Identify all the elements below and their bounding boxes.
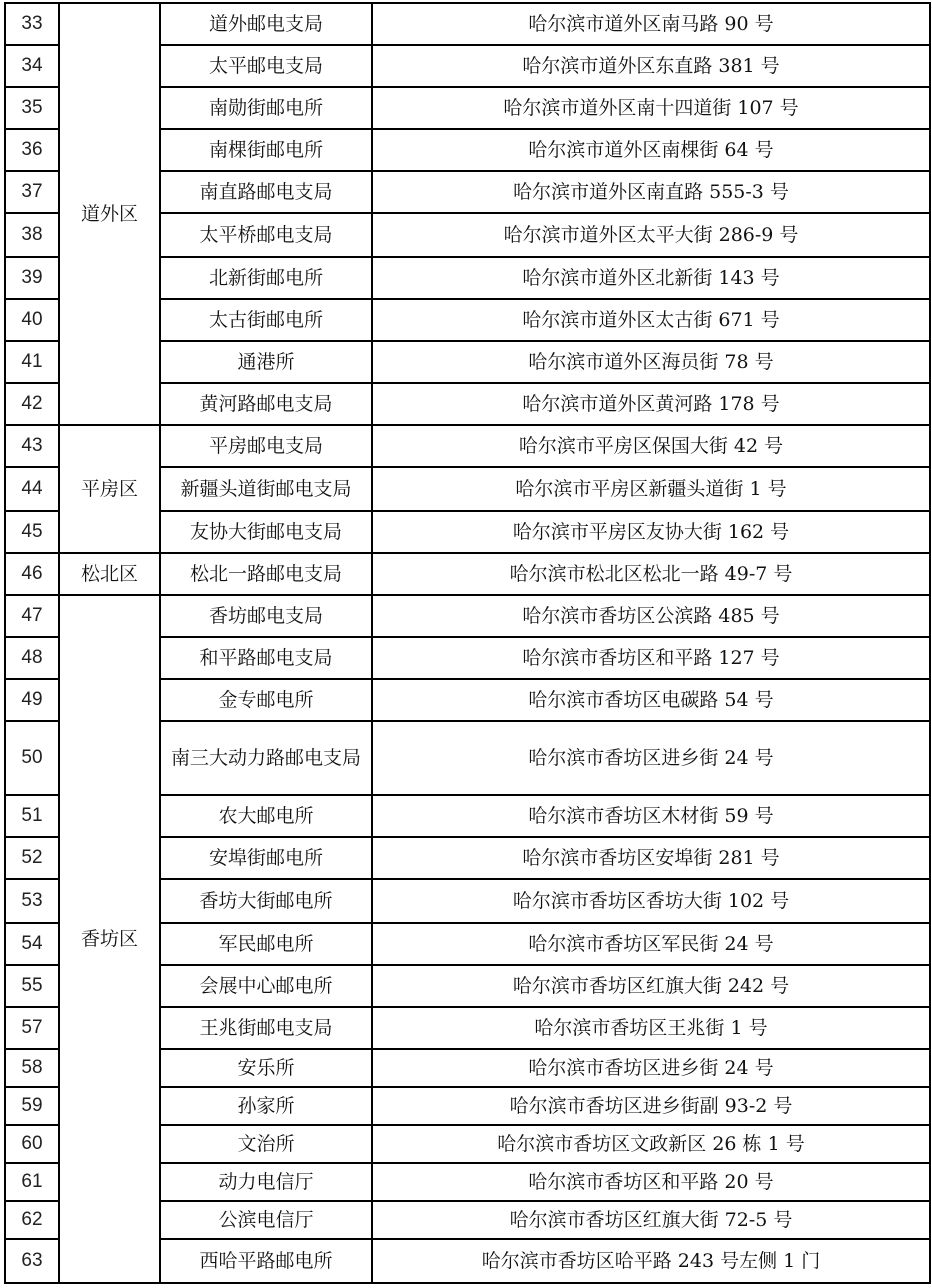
office-address: 哈尔滨市道外区北新街 143 号 bbox=[372, 257, 930, 299]
office-address: 哈尔滨市道外区太平大街 286-9 号 bbox=[372, 213, 930, 257]
row-number: 62 bbox=[5, 1201, 59, 1239]
office-name: 南棵街邮电所 bbox=[160, 129, 372, 171]
row-number: 45 bbox=[5, 511, 59, 553]
office-address: 哈尔滨市香坊区和平路 127 号 bbox=[372, 637, 930, 679]
row-number: 60 bbox=[5, 1125, 59, 1163]
district-cell: 松北区 bbox=[59, 553, 160, 595]
row-number: 38 bbox=[5, 213, 59, 257]
row-number: 39 bbox=[5, 257, 59, 299]
post-office-table bbox=[4, 2, 931, 1284]
office-address: 哈尔滨市松北区松北一路 49-7 号 bbox=[372, 553, 930, 595]
office-address: 哈尔滨市香坊区王兆街 1 号 bbox=[372, 1007, 930, 1049]
office-name: 动力电信厅 bbox=[160, 1163, 372, 1201]
district-cell: 道外区 bbox=[59, 3, 160, 425]
office-address: 哈尔滨市道外区太古街 671 号 bbox=[372, 299, 930, 341]
office-name: 平房邮电支局 bbox=[160, 425, 372, 467]
office-address: 哈尔滨市香坊区哈平路 243 号左侧 1 门 bbox=[372, 1239, 930, 1283]
row-number: 47 bbox=[5, 595, 59, 637]
row-number: 59 bbox=[5, 1087, 59, 1125]
office-address: 哈尔滨市香坊区安埠街 281 号 bbox=[372, 837, 930, 879]
row-number: 57 bbox=[5, 1007, 59, 1049]
office-address: 哈尔滨市道外区海员街 78 号 bbox=[372, 341, 930, 383]
table-row bbox=[5, 595, 930, 637]
office-address: 哈尔滨市香坊区木材街 59 号 bbox=[372, 795, 930, 837]
office-name: 文治所 bbox=[160, 1125, 372, 1163]
row-number: 43 bbox=[5, 425, 59, 467]
office-name: 南直路邮电支局 bbox=[160, 171, 372, 213]
office-name: 香坊邮电支局 bbox=[160, 595, 372, 637]
office-address: 哈尔滨市香坊区进乡街副 93-2 号 bbox=[372, 1087, 930, 1125]
row-number: 37 bbox=[5, 171, 59, 213]
office-name: 道外邮电支局 bbox=[160, 3, 372, 45]
office-address: 哈尔滨市道外区南棵街 64 号 bbox=[372, 129, 930, 171]
table-row bbox=[5, 553, 930, 595]
row-number: 41 bbox=[5, 341, 59, 383]
office-name: 军民邮电所 bbox=[160, 923, 372, 965]
office-address: 哈尔滨市香坊区香坊大街 102 号 bbox=[372, 879, 930, 923]
row-number: 53 bbox=[5, 879, 59, 923]
table-row bbox=[5, 3, 930, 45]
office-address: 哈尔滨市香坊区公滨路 485 号 bbox=[372, 595, 930, 637]
row-number: 48 bbox=[5, 637, 59, 679]
row-number: 42 bbox=[5, 383, 59, 425]
office-name: 公滨电信厅 bbox=[160, 1201, 372, 1239]
table-body bbox=[5, 3, 930, 1283]
office-name: 太平邮电支局 bbox=[160, 45, 372, 87]
row-number: 35 bbox=[5, 87, 59, 129]
office-name: 太平桥邮电支局 bbox=[160, 213, 372, 257]
office-name: 安乐所 bbox=[160, 1049, 372, 1087]
office-name: 西哈平路邮电所 bbox=[160, 1239, 372, 1283]
office-address: 哈尔滨市道外区东直路 381 号 bbox=[372, 45, 930, 87]
row-number: 58 bbox=[5, 1049, 59, 1087]
office-address: 哈尔滨市道外区南直路 555-3 号 bbox=[372, 171, 930, 213]
office-address: 哈尔滨市道外区黄河路 178 号 bbox=[372, 383, 930, 425]
office-address: 哈尔滨市平房区新疆头道街 1 号 bbox=[372, 467, 930, 511]
office-address: 哈尔滨市香坊区进乡街 24 号 bbox=[372, 1049, 930, 1087]
row-number: 61 bbox=[5, 1163, 59, 1201]
office-name: 松北一路邮电支局 bbox=[160, 553, 372, 595]
office-name: 北新街邮电所 bbox=[160, 257, 372, 299]
table-row bbox=[5, 425, 930, 467]
row-number: 34 bbox=[5, 45, 59, 87]
office-address: 哈尔滨市香坊区文政新区 26 栋 1 号 bbox=[372, 1125, 930, 1163]
row-number: 55 bbox=[5, 965, 59, 1007]
row-number: 46 bbox=[5, 553, 59, 595]
district-cell: 香坊区 bbox=[59, 595, 160, 1283]
office-name: 会展中心邮电所 bbox=[160, 965, 372, 1007]
row-number: 44 bbox=[5, 467, 59, 511]
office-address: 哈尔滨市香坊区红旗大街 72-5 号 bbox=[372, 1201, 930, 1239]
office-name: 南三大动力路邮电支局 bbox=[160, 721, 372, 795]
office-address: 哈尔滨市香坊区和平路 20 号 bbox=[372, 1163, 930, 1201]
office-name: 孙家所 bbox=[160, 1087, 372, 1125]
row-number: 33 bbox=[5, 3, 59, 45]
row-number: 49 bbox=[5, 679, 59, 721]
office-address: 哈尔滨市平房区保国大街 42 号 bbox=[372, 425, 930, 467]
office-address: 哈尔滨市道外区南十四道街 107 号 bbox=[372, 87, 930, 129]
office-address: 哈尔滨市香坊区进乡街 24 号 bbox=[372, 721, 930, 795]
row-number: 54 bbox=[5, 923, 59, 965]
office-name: 友协大街邮电支局 bbox=[160, 511, 372, 553]
row-number: 52 bbox=[5, 837, 59, 879]
row-number: 63 bbox=[5, 1239, 59, 1283]
office-name: 黄河路邮电支局 bbox=[160, 383, 372, 425]
office-name: 农大邮电所 bbox=[160, 795, 372, 837]
row-number: 40 bbox=[5, 299, 59, 341]
office-name: 太古街邮电所 bbox=[160, 299, 372, 341]
district-cell: 平房区 bbox=[59, 425, 160, 553]
office-name: 新疆头道街邮电支局 bbox=[160, 467, 372, 511]
office-address: 哈尔滨市平房区友协大街 162 号 bbox=[372, 511, 930, 553]
office-address: 哈尔滨市道外区南马路 90 号 bbox=[372, 3, 930, 45]
office-name: 通港所 bbox=[160, 341, 372, 383]
office-address: 哈尔滨市香坊区红旗大街 242 号 bbox=[372, 965, 930, 1007]
row-number: 51 bbox=[5, 795, 59, 837]
office-name: 香坊大街邮电所 bbox=[160, 879, 372, 923]
office-address: 哈尔滨市香坊区电碳路 54 号 bbox=[372, 679, 930, 721]
office-name: 金专邮电所 bbox=[160, 679, 372, 721]
row-number: 50 bbox=[5, 721, 59, 795]
office-name: 和平路邮电支局 bbox=[160, 637, 372, 679]
office-name: 王兆街邮电支局 bbox=[160, 1007, 372, 1049]
office-name: 南勋街邮电所 bbox=[160, 87, 372, 129]
row-number: 36 bbox=[5, 129, 59, 171]
office-address: 哈尔滨市香坊区军民街 24 号 bbox=[372, 923, 930, 965]
office-name: 安埠街邮电所 bbox=[160, 837, 372, 879]
